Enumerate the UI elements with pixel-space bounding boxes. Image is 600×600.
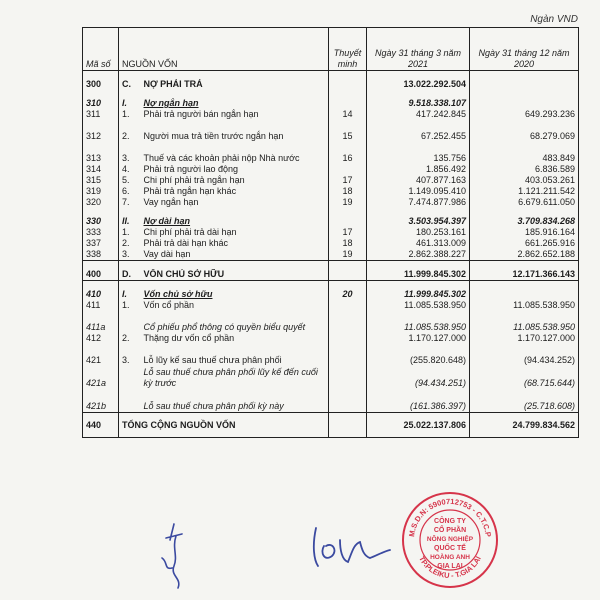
row-note [329, 79, 367, 90]
row-note [329, 216, 367, 227]
balance-sheet-table [82, 27, 579, 438]
spacer-cell [83, 281, 119, 290]
row-label: Phải trả dài hạn khác [141, 238, 329, 249]
row-note [329, 300, 367, 311]
row-index: 1. [122, 227, 130, 237]
row-code: 333 [83, 227, 119, 238]
row-label: Cổ phiếu phổ thông có quyền biểu quyết [141, 311, 329, 333]
value-2021: 135.756 [367, 142, 470, 164]
value-2021: (161.386.397) [367, 389, 470, 413]
value-2020: 6.679.611.050 [470, 197, 579, 208]
row-note [329, 333, 367, 344]
row-label: Vay dài hạn [141, 249, 329, 261]
table-row [83, 216, 579, 227]
table-header [83, 28, 579, 71]
row-index: 2. [122, 131, 130, 141]
value-2020 [470, 79, 579, 90]
table-row [83, 300, 579, 311]
row-index: 1. [122, 300, 130, 310]
value-2020: 6.836.589 [470, 164, 579, 175]
table-row [83, 238, 579, 249]
spacer-cell [141, 281, 329, 290]
row-index: 6. [122, 186, 130, 196]
row-label: Vốn cổ phần [141, 300, 329, 311]
row-code: 315 [83, 175, 119, 186]
stamp-outer-text: M.S.D.N: 5900712753 - C.T.C.P [407, 496, 493, 538]
row-index: II. [122, 216, 130, 226]
value-2021: 180.253.161 [367, 227, 470, 238]
value-2021: 2.862.388.227 [367, 249, 470, 261]
spacer-cell [470, 208, 579, 216]
row-code: 410 [83, 289, 119, 300]
value-2021: 67.252.455 [367, 120, 470, 142]
row-code: 313 [83, 142, 119, 164]
value-2020: 1.170.127.000 [470, 333, 579, 344]
table-row [83, 120, 579, 142]
table-row [83, 142, 579, 164]
row-note: 18 [329, 186, 367, 197]
stamp-line: QUỐC TẾ [434, 545, 466, 552]
table-row [83, 175, 579, 186]
spacer-cell [83, 208, 119, 216]
row-code: 319 [83, 186, 119, 197]
stamp-line: GIA LAI [437, 563, 463, 570]
total-label: TỔNG CỘNG NGUỒN VỐN [119, 413, 329, 438]
value-2020: 11.085.538.950 [470, 300, 579, 311]
value-2020: (25.718.608) [470, 389, 579, 413]
spacer-cell [470, 71, 579, 80]
value-2020: (94.434.252) [470, 344, 579, 366]
row-index: I. [122, 98, 128, 108]
spacer-cell [141, 90, 329, 98]
spacer-cell [367, 90, 470, 98]
row-code: 421 [83, 344, 119, 366]
row-note: 19 [329, 197, 367, 208]
spacer-cell [470, 90, 579, 98]
row-label: Người mua trả tiền trước ngắn hạn [141, 120, 329, 142]
row-index: 1. [122, 109, 130, 119]
value-2020: 1.121.211.542 [470, 186, 579, 197]
row-code: 320 [83, 197, 119, 208]
value-2020: 649.293.236 [470, 109, 579, 120]
row-index: 4. [122, 164, 130, 174]
value-2021: (94.434.251) [367, 366, 470, 389]
row-index: 2. [122, 333, 130, 343]
row-label: Vốn chủ sở hữu [141, 289, 329, 300]
spacer-row [83, 261, 579, 270]
row-label: VỐN CHỦ SỞ HỮU [141, 269, 329, 281]
row-index [119, 389, 141, 413]
row-code: 400 [83, 269, 119, 281]
row-code: 338 [83, 249, 119, 261]
value-2021: 11.085.538.950 [367, 311, 470, 333]
total-2021: 25.022.137.806 [367, 413, 470, 438]
value-2020: 403.053.261 [470, 175, 579, 186]
spacer-cell [329, 71, 367, 80]
spacer-cell [329, 208, 367, 216]
total-2020: 24.799.834.562 [470, 413, 579, 438]
spacer-cell [470, 261, 579, 270]
row-note [329, 366, 367, 389]
header-date-2020: Ngày 31 tháng 12 năm 2020 [470, 28, 579, 71]
value-2021: (255.820.648) [367, 344, 470, 366]
row-index [119, 366, 141, 389]
row-label: Chi phí phải trả ngắn hạn [141, 175, 329, 186]
row-label: Chi phí phải trả dài hạn [141, 227, 329, 238]
table-row [83, 344, 579, 366]
table-row [83, 333, 579, 344]
row-index: 5. [122, 175, 130, 185]
stamp-line: CỔ PHẦN [433, 527, 467, 534]
row-index: C. [122, 79, 131, 89]
spacer-cell [367, 208, 470, 216]
table-row [83, 289, 579, 300]
row-note: 17 [329, 175, 367, 186]
table-row [83, 197, 579, 208]
spacer-cell [367, 71, 470, 80]
value-2020: 483.849 [470, 142, 579, 164]
row-label: Lỗ sau thuế chưa phân phối lũy kế đến cuối kỳ trước [141, 366, 329, 389]
stamp-line: HOÀNG ANH [430, 554, 470, 561]
spacer-cell [329, 261, 367, 270]
value-2020: 68.279.069 [470, 120, 579, 142]
signature-1 [152, 518, 212, 590]
header-code: Mã số [83, 28, 119, 71]
row-code: 411a [83, 311, 119, 333]
row-code: 314 [83, 164, 119, 175]
table-body [83, 71, 579, 438]
value-2021: 461.313.009 [367, 238, 470, 249]
row-index: 7. [122, 197, 130, 207]
table-row [83, 311, 579, 333]
value-2020: 11.085.538.950 [470, 311, 579, 333]
row-index: D. [119, 269, 141, 281]
spacer-cell [141, 261, 329, 270]
value-2021: 3.503.954.397 [367, 216, 470, 227]
row-label: Phải trả người lao động [141, 164, 329, 175]
spacer-cell [119, 281, 141, 290]
stamp-line: CÔNG TY [434, 518, 466, 525]
stamp-line: NÔNG NGHIỆP [426, 536, 474, 543]
spacer-cell [141, 71, 329, 80]
row-code: 312 [83, 120, 119, 142]
total-note [329, 413, 367, 438]
row-note: 16 [329, 142, 367, 164]
table-row [83, 269, 579, 281]
row-note: 19 [329, 249, 367, 261]
header-date-2021: Ngày 31 tháng 3 năm 2021 [367, 28, 470, 71]
row-note: 14 [329, 109, 367, 120]
spacer-row [83, 208, 579, 216]
header-note: Thuyết minh [329, 28, 367, 71]
spacer-cell [83, 261, 119, 270]
total-code: 440 [83, 413, 119, 438]
row-index: 3. [119, 249, 141, 261]
header-name: NGUỒN VỐN [119, 28, 329, 71]
row-label: Thặng dư vốn cổ phần [141, 333, 329, 344]
table-row [83, 389, 579, 413]
value-2020: 12.171.366.143 [470, 269, 579, 281]
currency-unit-label: Ngàn VND [530, 14, 578, 25]
value-2021: 1.170.127.000 [367, 333, 470, 344]
row-label: Vay ngắn hạn [141, 197, 329, 208]
row-label: Lỗ sau thuế chưa phân phối kỳ này [141, 389, 329, 413]
spacer-cell [119, 90, 141, 98]
value-2020: 2.862.652.188 [470, 249, 579, 261]
table-row [83, 79, 579, 90]
value-2021: 417.242.845 [367, 109, 470, 120]
row-index [119, 311, 141, 333]
spacer-cell [83, 71, 119, 80]
spacer-cell [329, 281, 367, 290]
value-2020 [470, 98, 579, 109]
spacer-cell [141, 208, 329, 216]
value-2021: 407.877.163 [367, 175, 470, 186]
spacer-cell [83, 90, 119, 98]
table-row [83, 186, 579, 197]
value-2021: 13.022.292.504 [367, 79, 470, 90]
value-2021: 9.518.338.107 [367, 98, 470, 109]
row-note [329, 269, 367, 281]
value-2021: 11.085.538.950 [367, 300, 470, 311]
row-label: Phải trả ngắn hạn khác [141, 186, 329, 197]
row-code: 412 [83, 333, 119, 344]
row-index: 2. [122, 238, 130, 248]
row-index: 3. [122, 153, 130, 163]
row-note [329, 164, 367, 175]
signature-2 [306, 516, 396, 576]
stamp-bottom-text: TP.PLEIKU - T.GIA LAI [417, 554, 483, 581]
table-row [83, 366, 579, 389]
row-label: Nợ dài hạn [141, 216, 329, 227]
row-index: I. [122, 289, 128, 299]
spacer-cell [119, 71, 141, 80]
row-code: 330 [83, 216, 119, 227]
value-2021: 1.856.492 [367, 164, 470, 175]
spacer-cell [470, 281, 579, 290]
row-label: Phải trả người bán ngắn hạn [141, 109, 329, 120]
table-row [83, 164, 579, 175]
spacer-cell [119, 261, 141, 270]
row-note: 18 [329, 238, 367, 249]
spacer-cell [119, 208, 141, 216]
row-code: 421a [83, 366, 119, 389]
value-2020: (68.715.644) [470, 366, 579, 389]
row-label: Lỗ lũy kế sau thuế chưa phân phối [141, 344, 329, 366]
value-2021: 11.999.845.302 [367, 269, 470, 281]
row-label: NỢ PHẢI TRẢ [141, 79, 329, 90]
row-code: 311 [83, 109, 119, 120]
row-note: 20 [329, 289, 367, 300]
row-note: 17 [329, 227, 367, 238]
spacer-row [83, 90, 579, 98]
row-note [329, 98, 367, 109]
spacer-row [83, 71, 579, 80]
value-2021: 7.474.877.986 [367, 197, 470, 208]
table-row [83, 98, 579, 109]
row-code: 310 [83, 98, 119, 109]
spacer-cell [367, 261, 470, 270]
value-2020 [470, 289, 579, 300]
row-label: Thuế và các khoản phải nộp Nhà nước [141, 142, 329, 164]
spacer-row [83, 281, 579, 290]
table-row [83, 249, 579, 261]
value-2020: 3.709.834.268 [470, 216, 579, 227]
value-2020: 185.916.164 [470, 227, 579, 238]
value-2020: 661.265.916 [470, 238, 579, 249]
row-code: 337 [83, 238, 119, 249]
row-note [329, 344, 367, 366]
total-row [83, 413, 579, 438]
table-row [83, 109, 579, 120]
value-2021: 11.999.845.302 [367, 289, 470, 300]
value-2021: 1.149.095.410 [367, 186, 470, 197]
company-stamp [400, 490, 500, 590]
row-index: 3. [122, 355, 130, 365]
row-note [329, 311, 367, 333]
spacer-cell [329, 90, 367, 98]
row-code: 300 [83, 79, 119, 90]
row-code: 421b [83, 389, 119, 413]
row-code: 411 [83, 300, 119, 311]
row-note: 15 [329, 120, 367, 142]
spacer-cell [367, 281, 470, 290]
row-label: Nợ ngắn hạn [141, 98, 329, 109]
table-row [83, 227, 579, 238]
row-note [329, 389, 367, 413]
